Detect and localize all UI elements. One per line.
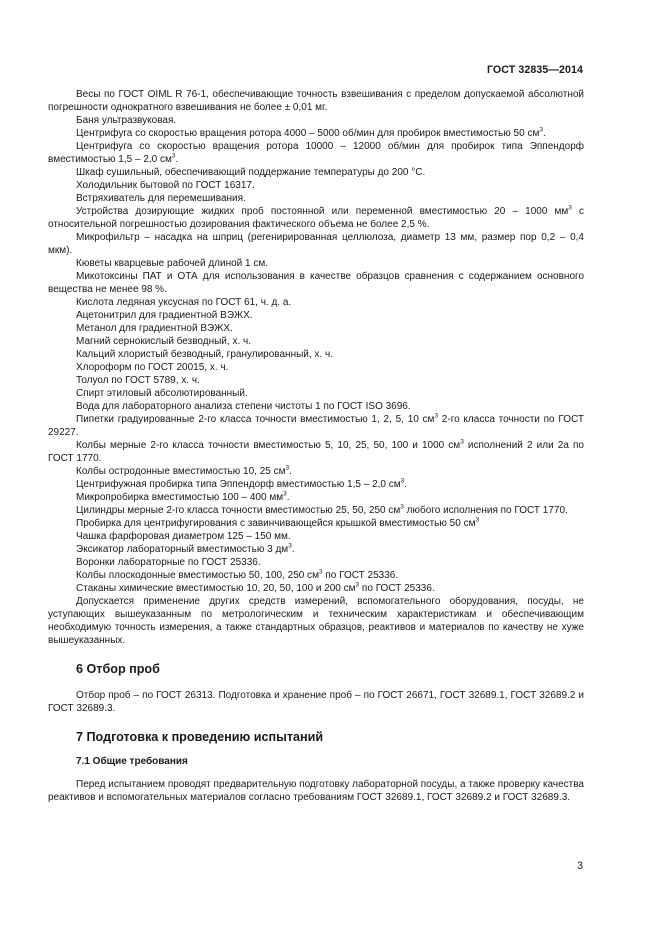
paragraph: Пипетки градуированные 2-го класса точности вместимостью 1, 2, 5, 10 $см^3$ 2-го класса точности по ГОСТ 29227. — [48, 412, 584, 438]
section-6-title: 6 Отбор проб — [76, 662, 160, 676]
paragraph: Холодильник бытовой по ГОСТ 16317. — [76, 180, 255, 191]
document-body — [48, 88, 584, 804]
paragraph: Колбы остродонные вместимостью 10, 25 $см^3$. — [76, 464, 292, 477]
section-7-1-text: Перед испытанием проводят предварительную подготовку лабораторной посуды, а также проверку качества реактивов и вспомогательных материалов согласно требованиям ГОСТ 32689.1, ГОСТ 32689.2 и ГОСТ 32689.3. — [48, 779, 584, 803]
paragraph: Центрифуга со скоростью вращения ротора 4000 – 5000 об/мин для пробирок вместимостью 50 $см^3$. — [76, 126, 546, 139]
paragraph: Толуол по ГОСТ 5789, х. ч. — [76, 375, 200, 386]
paragraph: Цилиндры мерные 2-го класса точности вместимостью 25, 50, 250 $см^3$ любого исполнения по ГОСТ 1770. — [76, 503, 568, 516]
paragraph: Шкаф сушильный, обеспечивающий поддержание температуры до 200 °С. — [76, 167, 426, 178]
paragraph: Микрофильтр – насадка на шприц (регенирированная целлюлоза, диаметр 13 мм, размер пор 0,2 – 0,4 мкм). — [48, 232, 584, 256]
paragraph: Кислота ледяная уксусная по ГОСТ 61, ч. д. а. — [76, 297, 292, 308]
paragraph: Метанол для градиентной ВЭЖХ. — [76, 323, 233, 334]
paragraph: Хлороформ по ГОСТ 20015, х. ч. — [76, 362, 229, 373]
paragraph: Спирт этиловый абсолютированный. — [76, 388, 248, 399]
paragraph: Чашка фарфоровая диаметром 125 – 150 мм. — [76, 531, 291, 542]
section-7-1-title: 7.1 Общие требования — [76, 756, 188, 767]
paragraph: Стаканы химические вместимостью 10, 20, 50, 100 и 200 $см^3$ по ГОСТ 25336. — [76, 581, 435, 594]
paragraph: Ацетонитрил для градиентной ВЭЖХ. — [76, 310, 253, 321]
paragraph: Воронки лабораторные по ГОСТ 25336. — [76, 557, 261, 568]
paragraph: Микропробирка вместимостью 100 – 400 $мм^3$. — [76, 490, 290, 503]
paragraph: Микотоксины ПАТ и ОТА для использования в качестве образцов сравнения с содержанием основного вещества не менее 98 %. — [48, 271, 584, 295]
paragraph: Пробирка для центрифугирования с завинчивающейся крышкой вместимостью 50 $см^3$ — [76, 516, 480, 529]
paragraph: Баня ультразвуковая. — [76, 115, 177, 126]
paragraph: Эксикатор лабораторный вместимостью 3 $дм^3$. — [76, 542, 295, 555]
paragraph: Кюветы кварцевые рабочей длиной 1 см. — [76, 258, 269, 269]
paragraph: Устройства дозирующие жидких проб постоянной или переменной вместимостью 20 – 1000 $мм^3$ с относительной погрешностью дозирования фактического объема не более 2,5 %. — [48, 204, 584, 230]
document-code-header: ГОСТ 32835—2014 — [486, 64, 583, 76]
paragraph: Допускается применение других средств измерений, вспомогательного оборудования, посуды, не уступающих вышеуказанным по метрологическим и техническим характеристикам и обеспечивающим необходимую точность измерения, а также стандартных образцов, реактивов и материалов по качеству не хуже вышеуказанных. — [48, 596, 584, 646]
paragraph: Весы по ГОСТ OIML R 76-1, обеспечивающие точность взвешивания с пределом допускаемой абсолютной погрешности однократного взвешивания не более ± 0,01 мг. — [48, 89, 584, 113]
paragraph: Встряхиватель для перемешивания. — [76, 193, 246, 204]
page-number: 3 — [577, 860, 583, 872]
section-6-text: Отбор проб – по ГОСТ 26313. Подготовка и хранение проб – по ГОСТ 26671, ГОСТ 32689.1, ГОСТ 32689.2 и ГОСТ 32689.3. — [48, 690, 584, 714]
paragraph: Колбы плоскодонные вместимостью 50, 100, 250 $см^3$ по ГОСТ 25336. — [76, 568, 399, 581]
paragraph: Кальций хлористый безводный, гранулированный, х. ч. — [76, 349, 333, 360]
paragraph: Центрифуга со скоростью вращения ротора 10000 – 12000 об/мин для пробирок типа Эппендорф вместимостью 1,5 – 2,0 $см^3$. — [48, 141, 584, 165]
paragraph: Вода для лабораторного анализа степени чистоты 1 по ГОСТ ISO 3696. — [76, 401, 411, 412]
section-7-title: 7 Подготовка к проведению испытаний — [76, 730, 324, 744]
paragraph: Центрифужная пробирка типа Эппендорф вместимостью 1,5 – 2,0 $см^3$. — [76, 477, 408, 490]
paragraph: Магний сернокислый безводный, х. ч. — [76, 336, 251, 347]
paragraph: Колбы мерные 2-го класса точности вместимостью 5, 10, 25, 50, 100 и 1000 $см^3$ исполнений 2 или 2а по ГОСТ 1770. — [48, 438, 584, 464]
